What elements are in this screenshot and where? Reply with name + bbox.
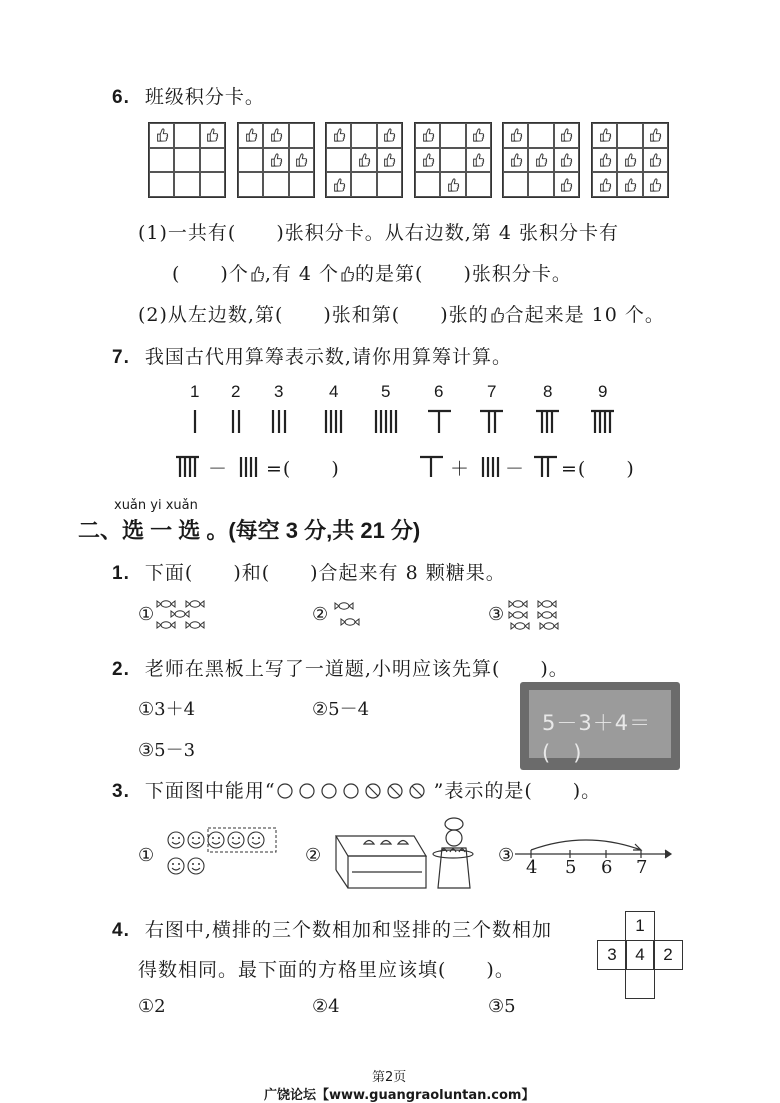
thumbs-up-icon (269, 127, 283, 143)
thumbs-up-icon (244, 127, 258, 143)
score-card-cell (200, 172, 225, 197)
rod-digit: 1 (190, 382, 200, 401)
score-card-cell (617, 123, 642, 148)
score-card-cell (592, 148, 617, 173)
s3-text-end: ”表示的是( )。 (433, 780, 602, 802)
score-card-cell (643, 172, 668, 197)
q6-part1-four: ,有 4 个 (264, 263, 340, 285)
thumbs-up-icon (489, 306, 505, 324)
s4-option-2[interactable]: ②4 (312, 996, 340, 1017)
thumbs-up-icon (534, 152, 548, 168)
score-card-cell (174, 123, 199, 148)
score-card (414, 122, 492, 198)
grid-left: 3 (597, 940, 627, 970)
thumbs-up-icon (332, 127, 346, 143)
blackboard-equation: 5－3＋4＝( ) (542, 711, 652, 765)
s3-option-1[interactable]: ① (138, 845, 155, 866)
score-card-cell (351, 148, 376, 173)
score-card-cell (238, 148, 263, 173)
q6-part2-end: 合起来是 10 个。 (504, 304, 665, 326)
thumbs-up-icon (509, 152, 523, 168)
tick-label: 4 (526, 857, 538, 878)
score-card-cell (174, 148, 199, 173)
score-card-cell (643, 123, 668, 148)
thumbs-up-icon (598, 177, 612, 193)
thumbs-up-icon (294, 152, 308, 168)
q6-number: 6. (112, 87, 130, 108)
tick-label: 5 (565, 857, 577, 878)
score-card-cell (528, 172, 553, 197)
thumbs-up-icon (623, 177, 637, 193)
thumbs-up-icon (357, 152, 371, 168)
rod-digit: 6 (434, 382, 444, 401)
score-card-cell (503, 148, 528, 173)
thumbs-up-icon (471, 127, 485, 143)
score-card-cell (377, 123, 402, 148)
s3-option-2[interactable]: ② (305, 845, 322, 866)
thumbs-up-icon (648, 152, 662, 168)
s4-number: 4. (112, 920, 130, 941)
score-card-cell (149, 172, 174, 197)
thumbs-up-icon (339, 265, 355, 283)
score-card-cell (263, 123, 288, 148)
score-card-cell (238, 123, 263, 148)
score-card-cell (326, 123, 351, 148)
s3-text-start: 下面图中能用“ (144, 780, 276, 802)
score-card-cell (554, 148, 579, 173)
grid-center: 4 (625, 940, 655, 970)
thumbs-up-icon (623, 152, 637, 168)
bakery-counter (326, 814, 486, 894)
s1-option-3[interactable]: ③ (488, 604, 505, 625)
rod-eq1-result: =( ) (266, 458, 340, 480)
s3-option-3[interactable]: ③ (498, 845, 515, 866)
score-card (325, 122, 403, 198)
grid-right: 2 (653, 940, 683, 970)
candy-group-2 (335, 603, 359, 625)
score-card-cell (466, 172, 491, 197)
score-card-cell (377, 148, 402, 173)
q7-heading (112, 342, 512, 369)
s4-line1: 右图中,横排的三个数相加和竖排的三个数相加 (144, 919, 552, 941)
q6-part2 (138, 300, 665, 327)
score-card-cell (440, 148, 465, 173)
rod-digit: 9 (598, 382, 608, 401)
s1-number: 1. (112, 563, 130, 584)
thumbs-up-icon (559, 127, 573, 143)
q7-number: 7. (112, 347, 130, 368)
thumbs-up-icon (155, 127, 169, 143)
score-card-cell (263, 148, 288, 173)
rod-digit: 3 (274, 382, 284, 401)
tick-label: 7 (636, 857, 648, 878)
smiley-faces (162, 826, 292, 882)
rod-eq1-minus: － (208, 458, 229, 480)
thumbs-up-icon (249, 265, 265, 283)
s1-option-2[interactable]: ② (312, 604, 329, 625)
rod-digit: 8 (543, 382, 553, 401)
s1-option-1[interactable]: ① (138, 604, 155, 625)
score-card (148, 122, 226, 198)
q6-part1-which-card: 的是第( )张积分卡。 (355, 263, 572, 285)
s2-option-3[interactable]: ③5－3 (138, 740, 196, 761)
s3-number: 3. (112, 781, 130, 802)
s4-option-3[interactable]: ③5 (488, 996, 516, 1017)
rod-digit: 4 (329, 382, 339, 401)
score-card-cell (289, 123, 314, 148)
score-card (237, 122, 315, 198)
rod-digit: 7 (487, 382, 497, 401)
score-card-cell (326, 148, 351, 173)
score-card-cell (503, 123, 528, 148)
section-title: 二、选 一 选 。(每空 3 分,共 21 分) (78, 518, 421, 543)
s2-option-1[interactable]: ①3＋4 (138, 699, 196, 720)
thumbs-up-icon (598, 152, 612, 168)
thumbs-up-icon (382, 152, 396, 168)
score-card-cell (174, 172, 199, 197)
rod-digit: 5 (381, 382, 391, 401)
thumbs-up-icon (332, 177, 346, 193)
score-card-cell (440, 172, 465, 197)
thumbs-up-icon (421, 127, 435, 143)
score-card-cell (592, 123, 617, 148)
thumbs-up-icon (205, 127, 219, 143)
thumbs-up-icon (471, 152, 485, 168)
candy-group-1 (157, 601, 204, 628)
score-card-cell (415, 123, 440, 148)
score-card-cell (351, 172, 376, 197)
score-card-cell (289, 172, 314, 197)
score-card-cell (377, 172, 402, 197)
thumbs-up-icon (382, 127, 396, 143)
grid-bottom-blank[interactable] (625, 969, 655, 999)
thumbs-up-icon (598, 127, 612, 143)
candy-groups (0, 597, 780, 637)
s4-option-1[interactable]: ①2 (138, 996, 166, 1017)
score-card-cell (554, 123, 579, 148)
site-watermark[interactable]: 广饶论坛【www.guangraoluntan.com】 (264, 1088, 535, 1103)
q7-text: 我国古代用算筹表示数,请你用算筹计算。 (144, 346, 512, 368)
thumbs-up-icon (421, 152, 435, 168)
score-card (502, 122, 580, 198)
score-card-cell (415, 148, 440, 173)
s4-heading (112, 915, 552, 942)
score-card-cell (554, 172, 579, 197)
score-card-cell (643, 148, 668, 173)
score-card-cell (351, 123, 376, 148)
thumbs-up-icon (648, 177, 662, 193)
score-card-cell (592, 172, 617, 197)
section-pinyin: xuǎn yi xuǎn (114, 498, 198, 513)
grid-top: 1 (625, 911, 655, 941)
score-card-cell (263, 172, 288, 197)
score-card-cell (415, 172, 440, 197)
thumbs-up-icon (559, 152, 573, 168)
s2-option-2[interactable]: ②5－4 (312, 699, 370, 720)
q6-title: 班级积分卡。 (144, 86, 265, 108)
thumbs-up-icon (446, 177, 460, 193)
score-card-cell (238, 172, 263, 197)
score-card-cell (440, 123, 465, 148)
rod-eq2-plus: ＋ (450, 458, 471, 480)
s2-number: 2. (112, 659, 130, 680)
thumbs-up-icon (648, 127, 662, 143)
s2-heading (112, 654, 569, 681)
circle-pattern (276, 783, 434, 799)
score-card-cell (503, 172, 528, 197)
q6-part1-count-blank: ( )个 (172, 263, 249, 285)
q6-part1-line2 (172, 259, 572, 286)
score-card-cell (200, 148, 225, 173)
s3-heading (112, 776, 601, 803)
score-card-cell (466, 148, 491, 173)
s1-text: 下面( )和( )合起来有 8 颗糖果。 (144, 562, 506, 584)
rod-digit: 2 (231, 382, 241, 401)
score-card-cell (289, 148, 314, 173)
score-card-cell (528, 123, 553, 148)
q6-heading (112, 82, 265, 109)
score-card-cell (466, 123, 491, 148)
score-card-cell (528, 148, 553, 173)
score-card-cell (149, 123, 174, 148)
page-number: 第2页 (372, 1070, 407, 1085)
s2-text: 老师在黑板上写了一道题,小明应该先算( )。 (144, 658, 569, 680)
q6-part1-line1: (1)一共有( )张积分卡。从右边数,第 4 张积分卡有 (138, 222, 619, 244)
counting-rods-figure (0, 405, 780, 485)
rod-eq2-result: =( ) (561, 458, 635, 480)
score-card-cell (326, 172, 351, 197)
score-card-cell (617, 148, 642, 173)
s4-line2: 得数相同。最下面的方格里应该填( )。 (138, 959, 515, 981)
score-card-cell (149, 148, 174, 173)
rod-eq2-minus: － (505, 458, 526, 480)
candy-group-3 (509, 601, 558, 629)
s1-heading (112, 558, 506, 585)
score-card (591, 122, 669, 198)
thumbs-up-icon (559, 177, 573, 193)
thumbs-up-icon (269, 152, 283, 168)
tick-label: 6 (601, 857, 613, 878)
score-card-cell (200, 123, 225, 148)
thumbs-up-icon (509, 127, 523, 143)
blackboard (520, 682, 680, 770)
score-card-cell (617, 172, 642, 197)
q6-part2-text: (2)从左边数,第( )张和第( )张的 (138, 304, 489, 326)
